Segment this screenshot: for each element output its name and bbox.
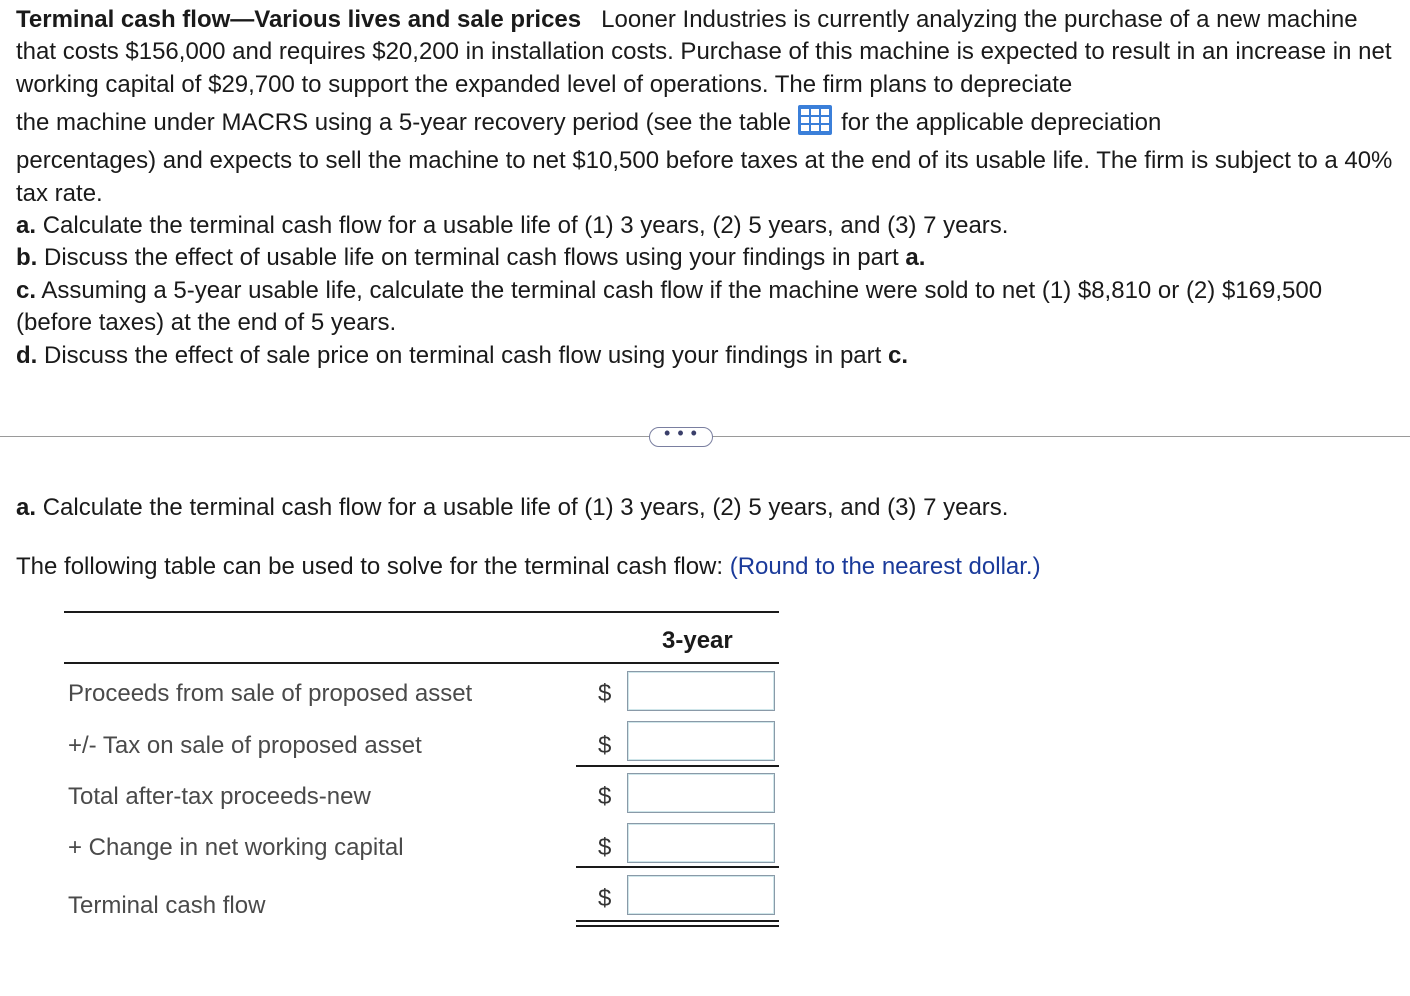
column-header-3-year: 3-year	[662, 627, 733, 654]
input-total-after-tax[interactable]	[627, 773, 775, 813]
question-b-label: b.	[16, 244, 38, 272]
row-currency-nwc: $	[598, 834, 612, 861]
instruction	[16, 553, 1041, 581]
question-c-label: c.	[16, 276, 37, 304]
row-label-nwc: + Change in net working capital	[68, 834, 404, 861]
question-d	[16, 340, 1401, 372]
instruction-text: The following table can be used to solve for the terminal cash flow:	[16, 553, 730, 580]
question-a-text: Calculate the terminal cash flow for a usable life of (1) 3 years, (2) 5 years, and (3) 7 years.	[42, 212, 1009, 240]
question-c-text: Assuming a 5-year usable life, calculate the terminal cash flow if the machine were sold to net (1) $8,810 or (2) $169,500 (before taxes) at the end of 5 years.	[16, 276, 1323, 337]
double-rule-bottom	[576, 925, 779, 927]
question-a	[16, 210, 1401, 242]
table-top-rule	[64, 611, 779, 613]
input-terminal-cash-flow[interactable]	[627, 875, 775, 915]
row-label-proceeds: Proceeds from sale of proposed asset	[68, 680, 473, 707]
problem-title: Terminal cash flow—Various lives and sale prices	[16, 6, 582, 33]
row-currency-proceeds: $	[598, 680, 612, 707]
question-a-label: a.	[16, 212, 37, 240]
question-b-text: Discuss the effect of usable life on terminal cash flows using your findings in part	[44, 244, 899, 272]
problem-intro: Looner Industries is currently analyzing the purchase of a new machine that costs $156,000 and requires $20,200 in installation costs. Purchase of this machine is expected to result in an increase in net working capital of $29,700 to support the expanded level of operations. The firm plans to depreciate	[16, 6, 1392, 98]
row-label-terminal-cash-flow: Terminal cash flow	[68, 892, 266, 919]
row-label-tax: +/- Tax on sale of proposed asset	[68, 732, 422, 759]
rounding-hint: (Round to the nearest dollar.)	[729, 553, 1041, 580]
problem-paragraph-3	[16, 145, 1401, 210]
input-nwc[interactable]	[627, 823, 775, 863]
expand-more-button[interactable]: • • •	[649, 427, 713, 447]
problem-macrs-text-end: for the applicable depreciation	[841, 109, 1162, 137]
problem-sale-text: percentages) and expects to sell the machine to net $10,500 before taxes at the end of its usable life. The firm is subject to a 40% tax rate.	[16, 147, 1393, 207]
row-currency-tax: $	[598, 732, 612, 759]
part-a-text: Calculate the terminal cash flow for a usable life of (1) 3 years, (2) 5 years, and (3) 7 years.	[42, 494, 1009, 521]
question-d-ref: c.	[887, 341, 908, 369]
row-currency-terminal-cash-flow: $	[598, 885, 612, 912]
question-c	[16, 275, 1401, 340]
problem-paragraph-2	[16, 101, 1401, 145]
row-label-total-after-tax: Total after-tax proceeds-new	[68, 783, 371, 810]
part-a-prompt	[16, 494, 1008, 522]
row-currency-total-after-tax: $	[598, 783, 612, 810]
total-rule	[576, 866, 779, 868]
input-proceeds[interactable]	[627, 671, 775, 711]
question-b-ref: a.	[905, 244, 926, 272]
problem-paragraph-1	[16, 4, 1401, 101]
question-b	[16, 242, 1401, 274]
double-rule-top	[576, 920, 779, 922]
problem-statement	[16, 4, 1401, 372]
part-a-label: a.	[16, 494, 37, 521]
problem-macrs-text: the machine under MACRS using a 5-year recovery period (see the table	[16, 109, 792, 137]
subtotal-rule	[576, 765, 779, 767]
table-grid-icon[interactable]	[797, 104, 833, 136]
question-d-label: d.	[16, 341, 38, 369]
question-d-text: Discuss the effect of sale price on terminal cash flow using your findings in part	[44, 341, 882, 369]
table-header-rule	[64, 662, 779, 664]
input-tax[interactable]	[627, 721, 775, 761]
